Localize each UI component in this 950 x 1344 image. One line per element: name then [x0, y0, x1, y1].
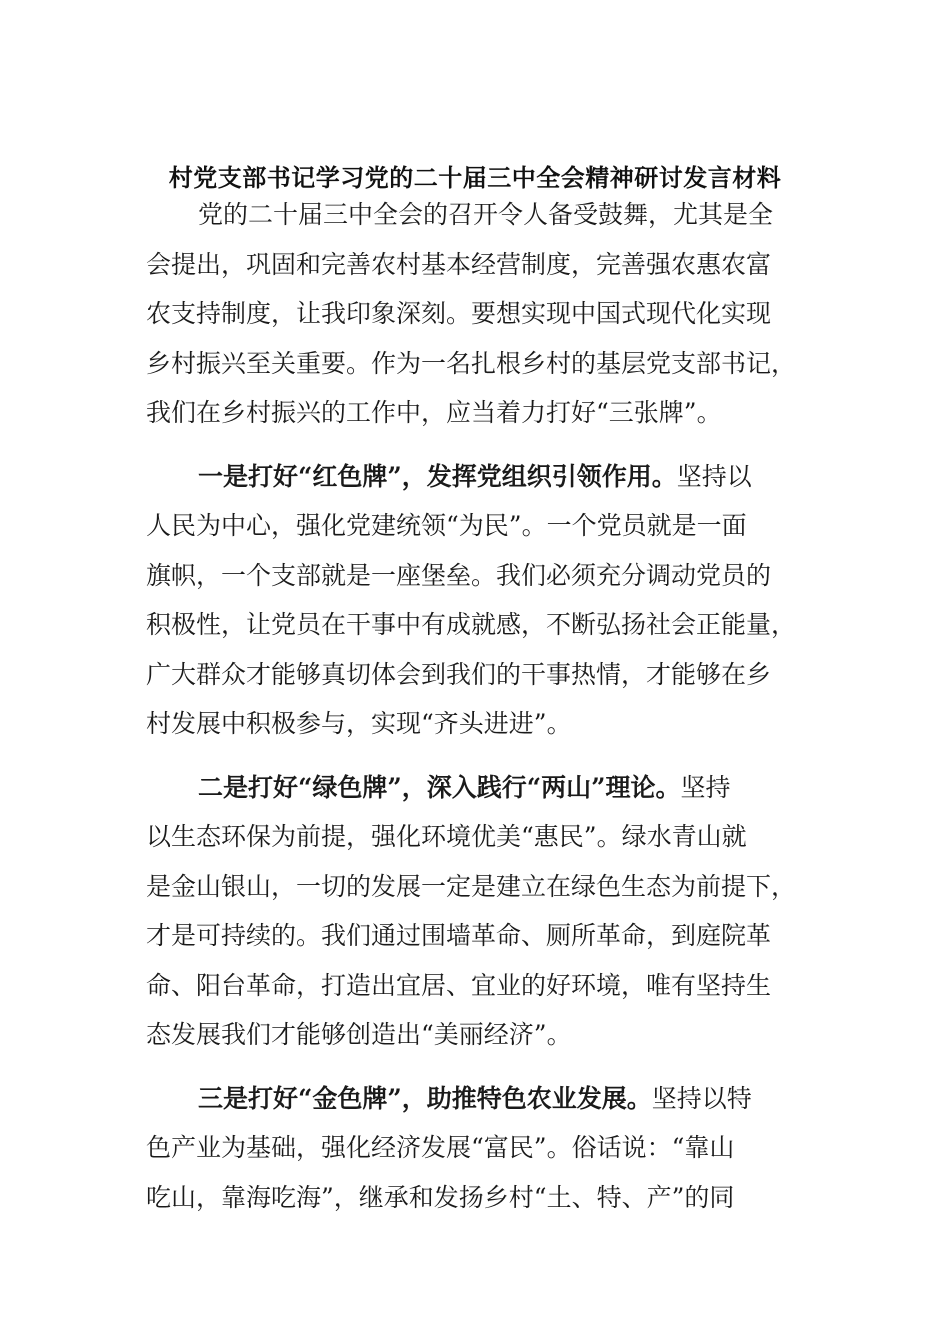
section-red-first-rest: 坚持以: [676, 461, 752, 491]
section-gold-first-line: [146, 1074, 806, 1124]
section-gold-line: 吃山，靠海吃海”，继承和发扬乡村“土、特、产”的同: [146, 1182, 735, 1212]
document-title: 村党支部书记学习党的二十届三中全会精神研讨发言材料: [168, 163, 782, 192]
intro-line: 农支持制度，让我印象深刻。要想实现中国式现代化实现: [146, 299, 772, 328]
section-green-line: 是金山银山，一切的发展一定是建立在绿色生态为前提下，: [146, 871, 797, 901]
section-red-line: 人民为中心，强化党建统领“为民”。一个党员就是一面: [146, 511, 747, 540]
section-green-first-rest: 坚持: [680, 772, 731, 802]
intro-line: 我们在乡村振兴的工作中，应当着力打好“三张牌”。: [146, 398, 722, 427]
section-green-first-line: [146, 763, 806, 813]
section-green-lead: 二是打好“绿色牌”，深入践行“两山”理论。: [198, 772, 681, 802]
intro-line: 党的二十届三中全会的召开令人备受鼓舞，尤其是全: [198, 200, 774, 229]
section-red-first-line: [146, 452, 806, 502]
section-gold-lead: 三是打好“金色牌”，助推特色农业发展。: [198, 1083, 652, 1113]
document-body: [146, 190, 806, 1222]
section-green-line: 态发展我们才能够创造出“美丽经济”。: [146, 1020, 572, 1049]
section-red-line: 广大群众才能够真切体会到我们的干事热情，才能够在乡: [146, 659, 772, 689]
intro-paragraph: [146, 190, 806, 438]
section-red-lead: 一是打好“红色牌”，发挥党组织引领作用。: [198, 461, 677, 491]
section-green-line: 命、阳台革命，打造出宜居、宜业的好环境，唯有坚持生: [146, 970, 772, 1000]
section-green-line: 以生态环保为前提，强化环境优美“惠民”。绿水青山就: [146, 822, 747, 851]
section-red-line: 旗帜，一个支部就是一座堡垒。我们必须充分调动党员的: [146, 560, 772, 590]
section-red-line: 村发展中积极参与，实现“齐头进进”。: [146, 709, 572, 738]
section-gold-line: 色产业为基础，强化经济发展“富民”。俗话说：“靠山: [146, 1133, 735, 1162]
section-green-paragraph: [146, 763, 806, 1060]
section-red-paragraph: [146, 452, 806, 749]
intro-line: 乡村振兴至关重要。作为一名扎根乡村的基层党支部书记，: [146, 348, 797, 378]
intro-line: 会提出，巩固和完善农村基本经营制度，完善强农惠农富: [146, 249, 772, 279]
section-green-line: 才是可持续的。我们通过围墙革命、厕所革命，到庭院革: [146, 921, 772, 950]
section-red-line: 积极性，让党员在干事中有成就感，不断弘扬社会正能量，: [146, 610, 797, 639]
section-gold-paragraph: [146, 1074, 806, 1223]
section-gold-first-rest: 坚持以特: [651, 1083, 752, 1113]
